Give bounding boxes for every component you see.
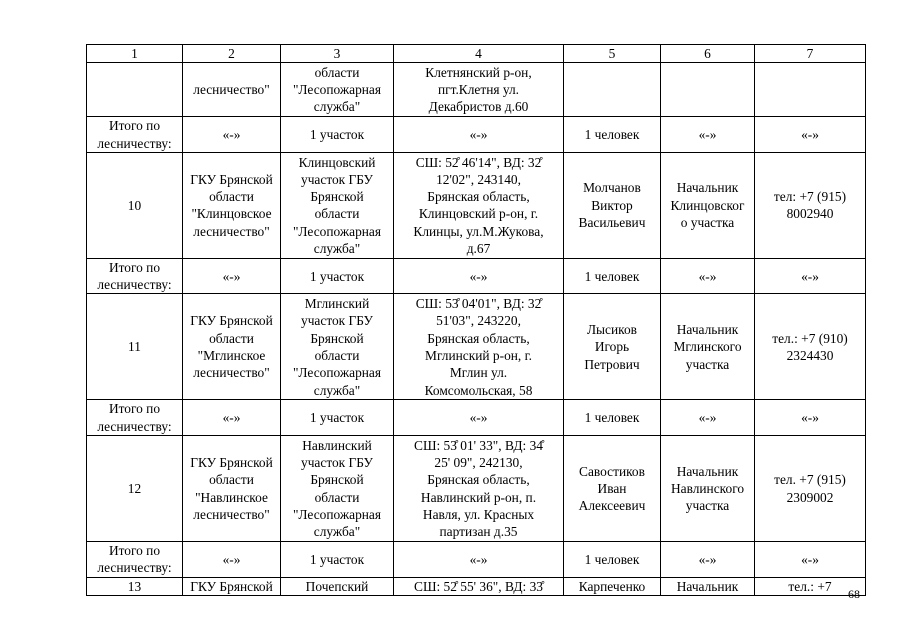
table-row [87,152,866,258]
cell-text: Клинцовский участок ГБУ Брянской области "Лесопожарная служба" [292,154,382,256]
cell-text: 10 [127,197,142,213]
cell-text: 1 человек [584,126,640,142]
cell-text: «-» [469,126,488,142]
cell-text: Начальник Навлинского участка [670,463,745,514]
table-cell [394,117,564,153]
table-cell [183,577,281,595]
cell-text: «-» [222,268,241,284]
table-cell [394,577,564,595]
table-cell [87,294,183,400]
table-cell [87,152,183,258]
cell-text: «-» [698,410,717,426]
table-cell [755,294,866,400]
table-cell [564,63,661,117]
table-cell [661,152,755,258]
header-cell: 7 [755,45,866,63]
table-cell [564,294,661,400]
table-row-total [87,542,866,578]
cell-text: лесничество" [193,82,270,98]
table-cell [755,436,866,542]
forestry-table [86,44,866,596]
table-cell [661,436,755,542]
cell-text: тел. +7 (915) 2309002 [774,472,846,505]
table-row-total [87,117,866,153]
table-cell [87,400,183,436]
table-cell [661,63,755,117]
cell-text: Итого по лесничеству: [97,118,172,151]
cell-text: ГКУ Брянской области "Клинцовское лесничество" [190,171,273,239]
header-cell: 5 [564,45,661,63]
cell-text: тел: +7 (915) 8002940 [773,189,847,222]
table-cell [394,542,564,578]
header-cell: 6 [661,45,755,63]
table-cell [183,63,281,117]
table-cell [183,294,281,400]
table-cell [564,117,661,153]
cell-text: 13 [127,578,142,594]
cell-text: «-» [222,126,241,142]
table-cell [661,542,755,578]
cell-text: «-» [698,126,717,142]
cell-text: Клетнянский р-он, пгт.Клетня ул. Декабристов д.60 [425,64,532,115]
table-cell [87,63,183,117]
table-cell [755,152,866,258]
cell-text: «-» [469,551,488,567]
table-cell [755,117,866,153]
table-cell [564,400,661,436]
cell-text: «-» [222,410,241,426]
cell-text: тел.: +7 (910) 2324430 [772,330,848,363]
cell-text: Итого по лесничеству: [97,543,172,576]
table-cell [661,117,755,153]
cell-text: «-» [469,268,488,284]
table-cell [183,542,281,578]
cell-text: Итого по лесничеству: [97,259,172,293]
cell-text: Начальник Клинцовског о участка [670,180,745,231]
table-cell [183,117,281,153]
cell-text: 1 человек [584,551,640,567]
cell-text: 1 участок [309,410,365,426]
table-cell [87,117,183,153]
cell-text: «-» [801,126,819,142]
cell-text: Итого по лесничеству: [97,401,172,434]
cell-text: Почепский [305,578,369,594]
table-cell [281,577,394,595]
cell-text: ГКУ Брянской области "Мглинское лесничество" [190,313,273,381]
cell-text: СШ: 52̊ 46'14", ВД: 32̊ 12'02", 243140, Брянская область, Клинцовский р-он, г. Клинцы, ул.М.Жукова, д.67 [413,154,544,256]
table-cell [394,258,564,294]
table-cell [564,152,661,258]
table-cell [661,258,755,294]
table-row [87,577,866,595]
table-cell [87,577,183,595]
table-cell [183,258,281,294]
cell-text: Карпеченко [578,578,646,594]
cell-text: «-» [801,410,819,426]
table-row-total [87,258,866,294]
table-cell [394,63,564,117]
cell-text: СШ: 53̊ 04'01", ВД: 32̊ 51'03", 243220, Брянская область, Мглинский р-он, г. Мглин ул. Комсомольская, 58 [415,296,542,398]
table-row [87,436,866,542]
table-cell [281,258,394,294]
table-cell [281,117,394,153]
cell-text: 1 участок [309,268,365,284]
cell-text: 12 [127,480,142,496]
cell-text: «-» [801,551,819,567]
cell-text: 1 человек [584,410,640,426]
cell-text: 1 участок [309,126,365,142]
table-cell [755,63,866,117]
table-cell [281,294,394,400]
cell-text: 1 человек [584,268,640,284]
cell-text: Навлинский участок ГБУ Брянской области "Лесопожарная служба" [292,437,382,540]
cell-text: Лысиков Игорь Петрович [584,322,640,372]
table-cell [87,542,183,578]
table-cell [281,400,394,436]
table-cell [661,294,755,400]
cell-text: «-» [698,268,717,284]
table-cell [183,436,281,542]
table-cell [183,400,281,436]
cell-text: Начальник Мглинского участка [673,322,742,372]
cell-text: Начальник [676,578,739,594]
table-row [87,294,866,400]
table-cell [281,63,394,117]
cell-text: Савостиков Иван Алексеевич [578,463,646,514]
cell-text: области "Лесопожарная служба" [292,64,382,115]
table-cell [281,436,394,542]
table-cell [564,258,661,294]
cell-text: 1 участок [309,551,365,567]
cell-text: СШ: 52̊ 55' 36", ВД: 33̊ [414,578,543,594]
table-cell [755,258,866,294]
page-number: 68 [848,587,860,601]
cell-text: «-» [469,410,488,426]
cell-text: Мглинский участок ГБУ Брянской области "Лесопожарная служба" [292,296,382,398]
header-cell: 3 [281,45,394,63]
header-cell: 2 [183,45,281,63]
table-cell [394,152,564,258]
cell-text: 11 [128,339,141,355]
cell-text: СШ: 53̊ 01' 33", ВД: 34̊ 25' 09", 242130, Брянская область, Навлинский р-он, п. Навля, ул. Красных партизан д.35 [414,437,543,540]
cell-text: Молчанов Виктор Васильевич [578,180,646,231]
table-cell [755,400,866,436]
cell-text: ГКУ Брянской области "Навлинское лесничество" [190,454,273,522]
table-cell [661,577,755,595]
table-body [87,45,866,596]
cell-text: «-» [801,268,819,284]
header-cell: 4 [394,45,564,63]
table-cell [564,436,661,542]
table-cell [87,258,183,294]
table-cell [394,436,564,542]
table-cell [183,152,281,258]
table-cell [394,294,564,400]
table-row-total [87,400,866,436]
table-cell [281,542,394,578]
table-header-row [87,45,866,63]
cell-text: ГКУ Брянской [190,578,273,594]
table-cell [281,152,394,258]
cell-text: «-» [222,551,241,567]
cell-text: «-» [698,551,717,567]
header-cell: 1 [87,45,183,63]
table-cell [394,400,564,436]
table-cell [564,542,661,578]
cell-text: тел.: +7 [788,578,832,594]
table-cell [564,577,661,595]
table-cell [755,542,866,578]
table-cell [661,400,755,436]
table-row [87,63,866,117]
table-cell [87,436,183,542]
